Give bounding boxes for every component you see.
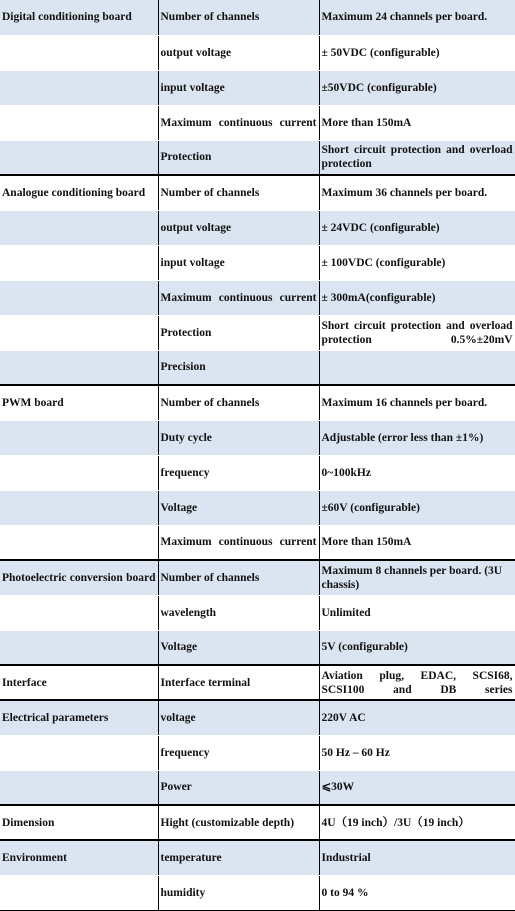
parameter-cell: frequency: [158, 455, 319, 490]
section-cell: Interface: [0, 665, 158, 700]
table-row: [0, 805, 515, 840]
parameter-cell: voltage: [158, 700, 319, 735]
table-row: [0, 840, 515, 875]
value-cell: Adjustable (error less than ±1%): [319, 420, 515, 455]
parameter-cell: input voltage: [158, 70, 319, 105]
section-cell: [0, 35, 158, 70]
value-cell: More than 150mA: [319, 105, 515, 140]
table-row: [0, 105, 515, 140]
table-row: [0, 455, 515, 490]
parameter-cell: output voltage: [158, 35, 319, 70]
table-row: [0, 595, 515, 630]
section-cell: [0, 735, 158, 770]
parameter-cell: [158, 280, 319, 315]
parameter-cell: humidity: [158, 875, 319, 910]
parameter-cell: [158, 525, 319, 560]
value-cell: ±50VDC (configurable): [319, 70, 515, 105]
value-cell: Maximum 16 channels per board.: [319, 385, 515, 420]
value-cell: ± 24VDC (configurable): [319, 210, 515, 245]
value-cell: ± 100VDC (configurable): [319, 245, 515, 280]
value-cell: 0 to 94 %: [319, 875, 515, 910]
table-row: [0, 525, 515, 560]
table-row: [0, 700, 515, 735]
value-cell: 220V AC: [319, 700, 515, 735]
section-cell: Electrical parameters: [0, 700, 158, 735]
table-row: [0, 350, 515, 385]
value-cell: ⩽30W: [319, 770, 515, 805]
section-cell: [0, 140, 158, 175]
value-text: Aviation plug, EDAC, SCSI68, SCSI100 and DB series: [321, 669, 513, 696]
table-row: [0, 175, 515, 210]
parameter-cell: Duty cycle: [158, 420, 319, 455]
value-text: Short circuit protection and overload protection: [321, 144, 513, 171]
section-cell: [0, 455, 158, 490]
table-row: [0, 280, 515, 315]
table-row: [0, 665, 515, 700]
parameter-cell: Voltage: [158, 630, 319, 665]
parameter-cell: Hight (customizable depth): [158, 805, 319, 840]
parameter-cell: Protection: [158, 140, 319, 175]
table-row: [0, 0, 515, 35]
value-cell: Maximum 36 channels per board.: [319, 175, 515, 210]
value-cell: Maximum 8 channels per board. (3U chassis): [319, 560, 515, 595]
value-cell: ± 50VDC (configurable): [319, 35, 515, 70]
parameter-cell: Protection: [158, 315, 319, 350]
table-row: [0, 560, 515, 595]
parameter-text: Maximum continuous current: [160, 291, 317, 304]
section-cell: [0, 350, 158, 385]
table-row: [0, 35, 515, 70]
parameter-cell: Number of channels: [158, 175, 319, 210]
section-cell: [0, 315, 158, 350]
table-row: [0, 70, 515, 105]
parameter-cell: temperature: [158, 840, 319, 875]
section-cell: [0, 70, 158, 105]
value-cell: ± 300mA(configurable): [319, 280, 515, 315]
table-row: [0, 735, 515, 770]
section-cell: [0, 770, 158, 805]
table-row: [0, 210, 515, 245]
table-row: [0, 875, 515, 910]
value-cell: 0~100kHz: [319, 455, 515, 490]
section-cell: [0, 245, 158, 280]
table-row: [0, 245, 515, 280]
parameter-cell: output voltage: [158, 210, 319, 245]
value-cell: 5V (configurable): [319, 630, 515, 665]
table-row: [0, 770, 515, 805]
value-cell: [319, 140, 515, 175]
table-row: [0, 315, 515, 350]
section-cell: [0, 420, 158, 455]
section-cell: [0, 280, 158, 315]
parameter-cell: wavelength: [158, 595, 319, 630]
parameter-cell: Voltage: [158, 490, 319, 525]
value-cell: [319, 315, 515, 350]
value-cell: [319, 350, 515, 385]
parameter-cell: Number of channels: [158, 385, 319, 420]
table-row: [0, 490, 515, 525]
table-row: [0, 630, 515, 665]
section-cell: [0, 560, 158, 595]
section-cell: [0, 525, 158, 560]
section-cell: [0, 490, 158, 525]
value-text: Short circuit protection and overload protection 0.5%±20mV: [321, 319, 513, 346]
parameter-text: Maximum continuous current: [160, 116, 317, 129]
parameter-cell: Precision: [158, 350, 319, 385]
section-cell: Environment: [0, 840, 158, 875]
parameter-cell: Number of channels: [158, 0, 319, 35]
parameter-cell: Power: [158, 770, 319, 805]
parameter-cell: input voltage: [158, 245, 319, 280]
parameter-text: Maximum continuous current: [160, 536, 317, 549]
parameter-cell: frequency: [158, 735, 319, 770]
section-cell: [0, 630, 158, 665]
section-cell: Analogue conditioning board: [0, 175, 158, 210]
parameter-cell: Number of channels: [158, 560, 319, 595]
table-row: [0, 140, 515, 175]
value-cell: Unlimited: [319, 595, 515, 630]
table-row: [0, 420, 515, 455]
section-cell: Dimension: [0, 805, 158, 840]
section-cell: Digital conditioning board: [0, 0, 158, 35]
section-cell: PWM board: [0, 385, 158, 420]
value-cell: 50 Hz – 60 Hz: [319, 735, 515, 770]
section-cell: [0, 875, 158, 910]
parameter-cell: Interface terminal: [158, 665, 319, 700]
value-cell: Maximum 24 channels per board.: [319, 0, 515, 35]
value-cell: ±60V (configurable): [319, 490, 515, 525]
table-row: [0, 385, 515, 420]
value-cell: More than 150mA: [319, 525, 515, 560]
section-text: Photoelectric conversion board: [2, 571, 156, 584]
value-cell: [319, 665, 515, 700]
parameter-cell: [158, 105, 319, 140]
value-cell: Industrial: [319, 840, 515, 875]
section-cell: [0, 595, 158, 630]
value-cell: 4U（19 inch）/3U（19 inch）: [319, 805, 515, 840]
section-cell: [0, 210, 158, 245]
section-cell: [0, 105, 158, 140]
